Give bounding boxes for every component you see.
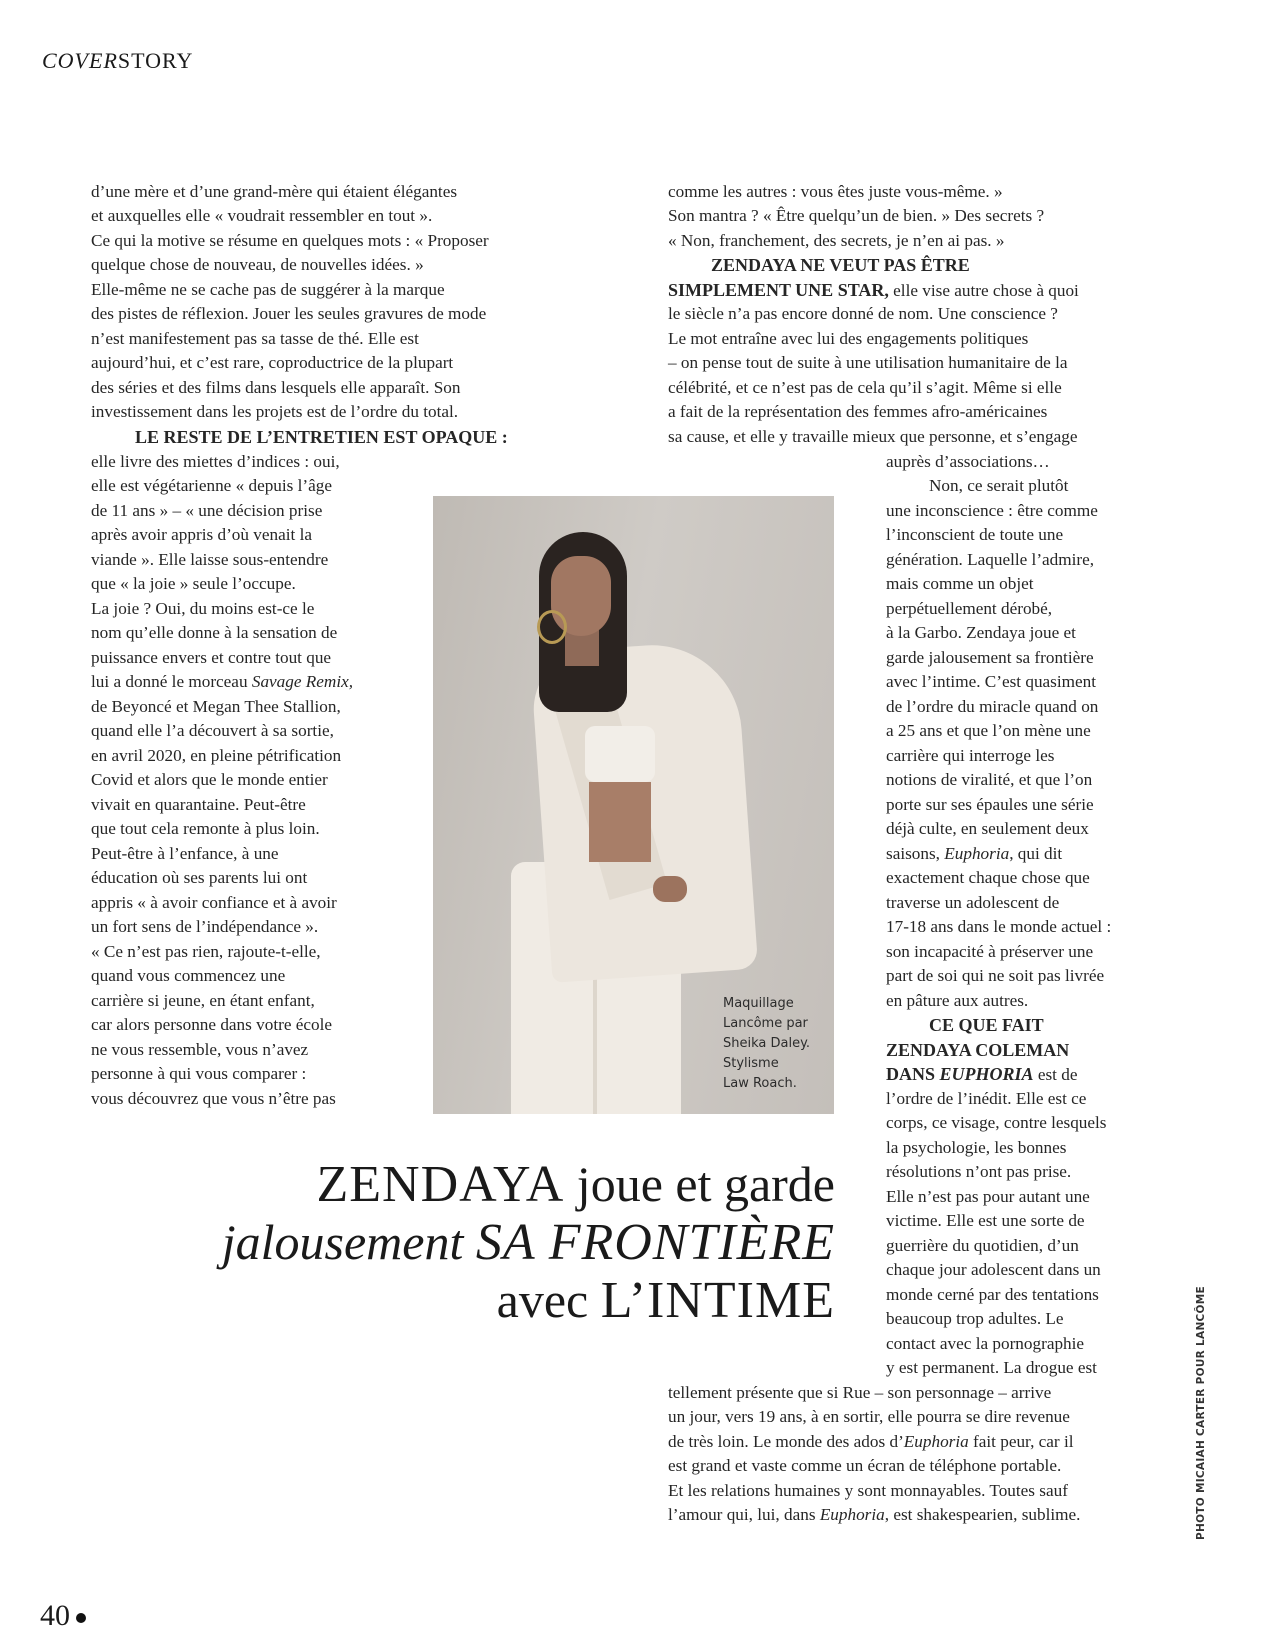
text-line: quelque chose de nouveau, de nouvelles idées. »	[91, 255, 424, 274]
text-line: puissance envers et contre tout que	[91, 648, 332, 667]
text-line: de Beyoncé et Megan Thee Stallion,	[91, 697, 341, 716]
text-line: à la Garbo. Zendaya joue et	[886, 623, 1076, 642]
text-line: et auxquelles elle « voudrait ressembler en tout ».	[91, 206, 433, 225]
text-line: a fait de la représentation des femmes afro-américaines	[668, 402, 1048, 421]
text-line: une inconscience : être comme	[886, 501, 1098, 520]
cover-photo	[433, 496, 834, 1114]
text-line: exactement chaque chose que	[886, 868, 1090, 887]
text-line: viande ». Elle laisse sous-entendre	[91, 550, 329, 569]
text-line: le siècle n’a pas encore donné de nom. Une conscience ?	[668, 304, 1058, 323]
text-line: vivait en quarantaine. Peut-être	[91, 795, 306, 814]
text-line: – on pense tout de suite à une utilisation humanitaire de la	[668, 353, 1068, 372]
text-line: personne à qui vous comparer :	[91, 1064, 307, 1083]
series-title: Euphoria	[944, 844, 1010, 863]
text-line: célébrité, et ce n’est pas de cela qu’il s’agit. Même si elle	[668, 378, 1062, 397]
text-line: part de soi qui ne soit pas livrée	[886, 966, 1105, 985]
text-line: un jour, vers 19 ans, à en sortir, elle pourra se dire revenue	[668, 1407, 1070, 1426]
text-line: mais comme un objet	[886, 574, 1034, 593]
header-regular: STORY	[117, 48, 194, 73]
series-title: Euphoria	[819, 1505, 885, 1524]
text-line: quand vous commencez une	[91, 966, 286, 985]
text-line: ne vous ressemble, vous n’avez	[91, 1040, 309, 1059]
text-line: son incapacité à préserver une	[886, 942, 1094, 961]
text-line: traverse un adolescent de	[886, 893, 1060, 912]
text-line: un fort sens de l’indépendance ».	[91, 917, 319, 936]
text-line: carrière si jeune, en étant enfant,	[91, 991, 315, 1010]
text-line: l’amour qui, lui, dans Euphoria, est shakespearien, sublime.	[668, 1505, 1081, 1524]
text-line: nom qu’elle donne à la sensation de	[91, 623, 338, 642]
text-line: sa cause, et elle y travaille mieux que personne, et s’engage	[668, 427, 1078, 446]
text-line: monde cerné par des tentations	[886, 1285, 1099, 1304]
pull-quote-line-1: ZENDAYA joue et garde	[316, 1156, 835, 1213]
text-line: génération. Laquelle l’admire,	[886, 550, 1095, 569]
text-line: Et les relations humaines y sont monnayables. Toutes sauf	[668, 1481, 1068, 1500]
bullet-icon	[76, 1613, 86, 1623]
text-line: 17-18 ans dans le monde actuel :	[886, 917, 1112, 936]
text-line: en pâture aux autres.	[886, 991, 1029, 1010]
text-line: Covid et alors que le monde entier	[91, 770, 328, 789]
section-header	[42, 48, 193, 74]
text-line: victime. Elle est une sorte de	[886, 1211, 1085, 1230]
text-line: Non, ce serait plutôt	[929, 476, 1069, 495]
text-line: déjà culte, en seulement deux	[886, 819, 1089, 838]
section-heading: LE RESTE DE L’ENTRETIEN EST OPAQUE :	[135, 427, 508, 447]
text-line: garde jalousement sa frontière	[886, 648, 1094, 667]
text-line: SIMPLEMENT UNE STAR, elle vise autre chose à quoi	[668, 280, 1079, 300]
text-line: des pistes de réflexion. Jouer les seules gravures de mode	[91, 304, 487, 323]
text-line: de l’ordre du miracle quand on	[886, 697, 1099, 716]
text-line: DANS EUPHORIA est de	[886, 1064, 1078, 1084]
text-line: guerrière du quotidien, d’un	[886, 1236, 1079, 1255]
text-line: l’inconscient de toute une	[886, 525, 1064, 544]
text-line: porte sur ses épaules une série	[886, 795, 1094, 814]
text-line: a 25 ans et que l’on mène une	[886, 721, 1091, 740]
text-line: saisons, Euphoria, qui dit	[886, 844, 1063, 863]
text-line: chaque jour adolescent dans un	[886, 1260, 1101, 1279]
text-line: que « la joie » seule l’occupe.	[91, 574, 296, 593]
text-line: carrière qui interroge les	[886, 746, 1055, 765]
text-line: Ce qui la motive se résume en quelques mots : « Proposer	[91, 231, 489, 250]
text-line: « Non, franchement, des secrets, je n’en ai pas. »	[668, 231, 1005, 250]
text-line: avec l’intime. C’est quasiment	[886, 672, 1097, 691]
text-line: vous découvrez que vous n’être pas	[91, 1089, 336, 1108]
section-heading: CE QUE FAIT	[929, 1015, 1044, 1035]
text-line: notions de viralité, et que l’on	[886, 770, 1093, 789]
text-line: Peut-être à l’enfance, à une	[91, 844, 279, 863]
text-line: Elle-même ne se cache pas de suggérer à la marque	[91, 280, 445, 299]
text-line: des séries et des films dans lesquels elle apparaît. Son	[91, 378, 461, 397]
text-line: n’est manifestement pas sa tasse de thé. Elle est	[91, 329, 419, 348]
text-line: lui a donné le morceau Savage Remix,	[91, 672, 354, 691]
text-line: auprès d’associations…	[886, 452, 1050, 471]
text-line: après avoir appris d’où venait la	[91, 525, 312, 544]
photo-credit: PHOTO MICAIAH CARTER POUR LANCÔME	[1195, 1286, 1207, 1540]
text-line: comme les autres : vous êtes juste vous-même. »	[668, 182, 1003, 201]
text-line: aujourd’hui, et c’est rare, coproductrice de la plupart	[91, 353, 454, 372]
text-line: l’ordre de l’inédit. Elle est ce	[886, 1089, 1087, 1108]
text-line: est grand et vaste comme un écran de téléphone portable.	[668, 1456, 1062, 1475]
text-line: car alors personne dans votre école	[91, 1015, 332, 1034]
pull-quote-line-2: jalousement SA FRONTIÈRE	[221, 1214, 835, 1271]
text-line: La joie ? Oui, du moins est-ce le	[91, 599, 315, 618]
text-line: Son mantra ? « Être quelqu’un de bien. » Des secrets ?	[668, 206, 1045, 225]
text-line: investissement dans les projets est de l’ordre du total.	[91, 402, 459, 421]
text-line: perpétuellement dérobé,	[886, 599, 1053, 618]
text-line: « Ce n’est pas rien, rajoute-t-elle,	[91, 942, 321, 961]
text-line: beaucoup trop adultes. Le	[886, 1309, 1064, 1328]
text-line: de 11 ans » – « une décision prise	[91, 501, 323, 520]
text-line: de très loin. Le monde des ados d’Euphoria fait peur, car il	[668, 1432, 1074, 1451]
text-line: quand elle l’a découvert à sa sortie,	[91, 721, 334, 740]
text-line: tellement présente que si Rue – son personnage – arrive	[668, 1383, 1052, 1402]
text-line: Elle n’est pas pour autant une	[886, 1187, 1090, 1206]
series-title: Euphoria	[903, 1432, 969, 1451]
pull-quote-line-3: avec L’INTIME	[496, 1272, 835, 1329]
header-italic: COVER	[42, 48, 118, 73]
song-title: Savage Remix,	[251, 672, 354, 691]
text-line: appris « à avoir confiance et à avoir	[91, 893, 337, 912]
text-line: elle livre des miettes d’indices : oui,	[91, 452, 340, 471]
text-line: Le mot entraîne avec lui des engagements politiques	[668, 329, 1029, 348]
text-line: en avril 2020, en pleine pétrification	[91, 746, 342, 765]
photo-caption: Maquillage Lancôme par Sheika Daley. Stylisme Law Roach.	[723, 996, 811, 1091]
text-line: contact avec la pornographie	[886, 1334, 1085, 1353]
text-line: éducation où ses parents lui ont	[91, 868, 308, 887]
text-line: y est permanent. La drogue est	[886, 1358, 1097, 1377]
text-line: la psychologie, les bonnes	[886, 1138, 1067, 1157]
text-line: que tout cela remonte à plus loin.	[91, 819, 320, 838]
section-heading: ZENDAYA COLEMAN	[886, 1040, 1070, 1060]
text-line: corps, ce visage, contre lesquels	[886, 1113, 1107, 1132]
page-number: 40	[40, 1599, 86, 1633]
text-line: résolutions n’ont pas prise.	[886, 1162, 1072, 1181]
section-heading: ZENDAYA NE VEUT PAS ÊTRE	[711, 255, 970, 275]
text-line: d’une mère et d’une grand-mère qui étaient élégantes	[91, 182, 458, 201]
text-line: elle est végétarienne « depuis l’âge	[91, 476, 332, 495]
